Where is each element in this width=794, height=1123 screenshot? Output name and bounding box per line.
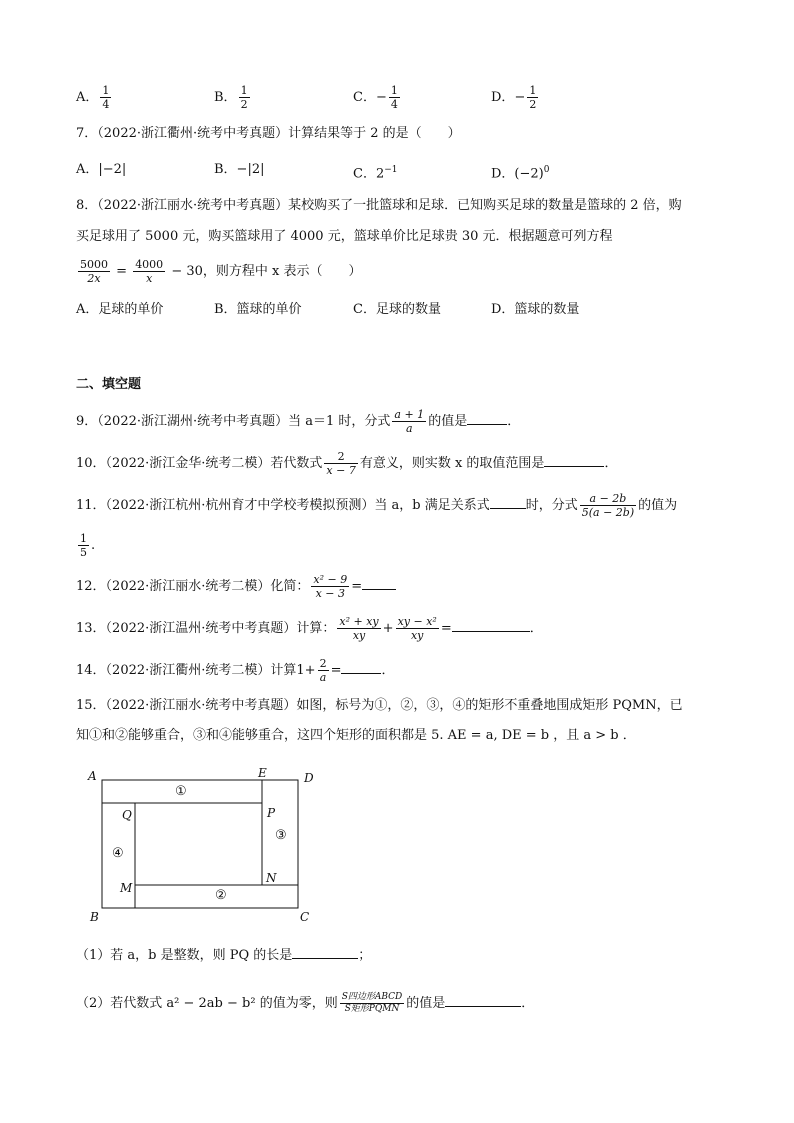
q7-option-c: C．$2^{-1}$: [353, 165, 398, 182]
label-n: N: [266, 871, 277, 885]
label-q: Q: [122, 808, 132, 822]
q7-option-a: A．|−2|: [76, 162, 127, 177]
q8-stem-line2: 买足球用了 5000 元，购买篮球用了 4000 元，篮球单价比足球贵 30 元．根据题意可列方程: [76, 229, 613, 244]
circle-3: ③: [275, 828, 287, 843]
q15-line1: 15．（2022·浙江丽水·统考中考真题）如图，标号为①，②，③，④的矩形不重叠地围成矩形 PQMN，已: [76, 698, 683, 713]
label-a: A: [88, 769, 97, 783]
section-title: 二、填空题: [76, 377, 142, 392]
q8-stem-line1: 8．（2022·浙江丽水·统考中考真题）某校购买了一批篮球和足球．已知购买足球的数量是篮球的 2 倍，购: [76, 198, 682, 213]
q8-option-b: B．篮球的单价: [214, 302, 302, 317]
label-c: C: [300, 910, 310, 924]
q8-option-d: D．篮球的数量: [491, 302, 580, 317]
circle-2: ②: [215, 888, 227, 903]
q14: 14．（2022·浙江衢州·统考二模）计算1+ $\frac{2}{a}$ = ．: [76, 657, 395, 684]
q10: 10．（2022·浙江金华·统考二模）若代数式 $\frac{2}{x - 7}$ 有意义，则实数 x 的取值范围是 ．: [76, 450, 618, 477]
circle-1: ①: [175, 784, 187, 799]
q13: 13．（2022·浙江温州·统考中考真题）计算： $\frac{\text{x² + xy}}{xy}$ + $\frac{\text{xy − x²}}{xy}$ = ．: [76, 615, 543, 642]
rectangle-diagram: [86, 764, 316, 924]
label-m: M: [120, 881, 133, 895]
q8-equation: $\frac{5000}{2x}$ = $\frac{4000}{x}$ − 30，则方程中 x 表示（ ）: [80, 258, 362, 285]
label-p: P: [267, 806, 276, 820]
q11-answer: $\frac{1}{5}$ .: [80, 532, 96, 559]
q15-line2: 知①和②能够重合，③和④能够重合，这四个矩形的面积都是 5. AE = a, DE = b ，且 a > b ．: [76, 728, 636, 743]
label-b: B: [90, 910, 99, 924]
q7-stem: 7．（2022·浙江衢州·统考中考真题）计算结果等于 2 的是（ ）: [76, 126, 461, 141]
q7-option-d: D．$(-2)^0$: [491, 165, 550, 182]
q6-option-d: D．− $\frac{1}{2}$: [491, 84, 537, 111]
q6-option-a: A． $\frac{1}{4}$: [76, 84, 110, 111]
q8-option-c: C．足球的数量: [353, 302, 441, 317]
q9: 9．（2022·浙江湖州·统考中考真题）当 a＝1 时，分式 $\frac{a + 1}{a}$ 的值是 ．: [76, 408, 521, 435]
diagram-lines: [86, 764, 316, 924]
q7-option-b: B．−|2|: [214, 162, 265, 177]
label-e: E: [258, 766, 267, 780]
circle-4: ④: [112, 846, 124, 861]
q11: 11．（2022·浙江杭州·杭州育才中学校考模拟预测）当 a，b 满足关系式 时，分式 $\frac{a - 2b}{5(a - 2b)}$ 的值为: [76, 492, 678, 519]
q6-option-c: C．− $\frac{1}{4}$: [353, 84, 398, 111]
q15-sub1: （1）若 a，b 是整数，则 PQ 的长是 ；: [76, 948, 372, 963]
q15-sub2: （2）若代数式 a² − 2ab − b² 的值为零，则 $\frac{\text{S四边形ABCD}}{\text{S矩形PQMN}}$ 的值是 ．: [76, 992, 535, 1014]
q8-option-a: A．足球的单价: [76, 302, 164, 317]
q6-option-b: B． $\frac{1}{2}$: [214, 84, 248, 111]
label-d: D: [304, 771, 314, 785]
q12: 12．（2022·浙江丽水·统考二模）化简： $\frac{\text{x² − 9}}{x - 3}$ =: [76, 573, 396, 600]
